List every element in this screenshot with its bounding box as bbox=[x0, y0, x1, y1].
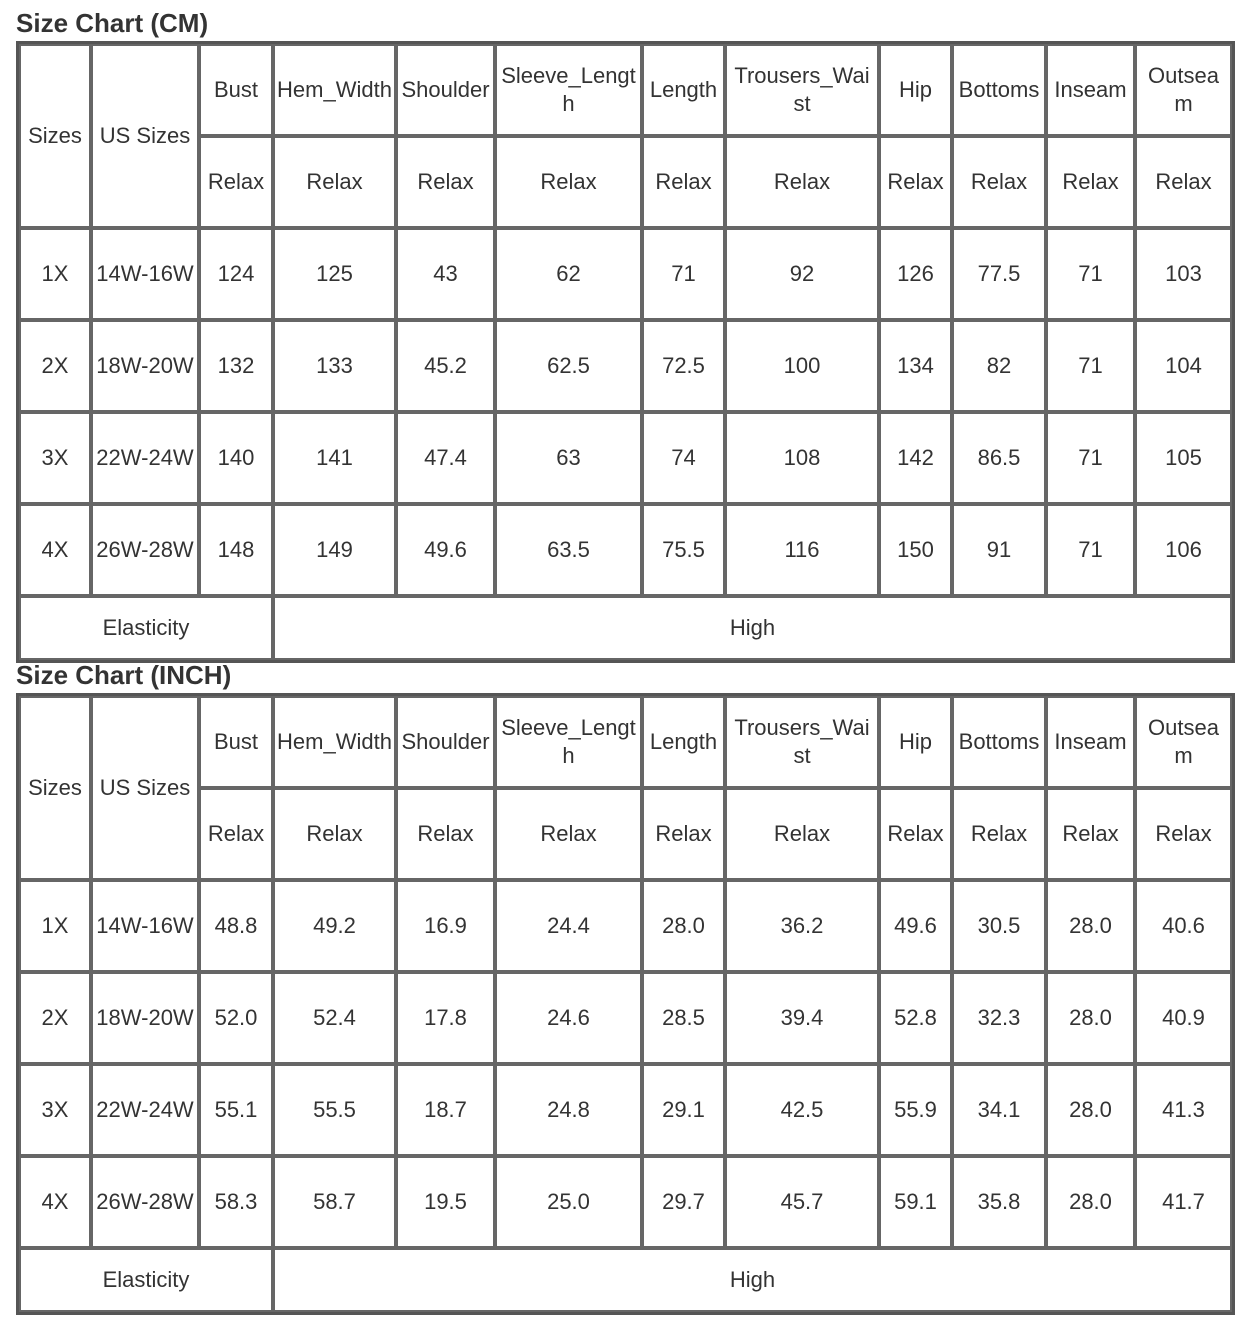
value-cell: 75.5 bbox=[642, 504, 725, 596]
inseam-header: Inseam bbox=[1046, 696, 1135, 788]
us-size-column-header: US Sizes bbox=[91, 44, 199, 228]
elasticity-value: High bbox=[273, 596, 1232, 660]
hem-width-header: Hem_Width bbox=[273, 696, 396, 788]
fit-cell: Relax bbox=[495, 136, 642, 228]
cm-size-table bbox=[16, 41, 1235, 663]
value-cell: 29.7 bbox=[642, 1156, 725, 1248]
value-cell: 18.7 bbox=[396, 1064, 495, 1156]
size-cell: 1X bbox=[19, 228, 91, 320]
value-cell: 106 bbox=[1135, 504, 1232, 596]
elasticity-label: Elasticity bbox=[19, 1248, 273, 1312]
fit-cell: Relax bbox=[642, 788, 725, 880]
table-row bbox=[19, 228, 1232, 320]
outseam-header: Outseam bbox=[1135, 44, 1232, 136]
table-row bbox=[19, 1156, 1232, 1248]
fit-cell: Relax bbox=[1135, 788, 1232, 880]
value-cell: 142 bbox=[879, 412, 952, 504]
fit-cell: Relax bbox=[879, 788, 952, 880]
fit-cell: Relax bbox=[879, 136, 952, 228]
value-cell: 47.4 bbox=[396, 412, 495, 504]
table-row bbox=[19, 972, 1232, 1064]
value-cell: 141 bbox=[273, 412, 396, 504]
hip-header: Hip bbox=[879, 696, 952, 788]
value-cell: 71 bbox=[642, 228, 725, 320]
us-size-cell: 26W-28W bbox=[91, 504, 199, 596]
trousers-waist-header: Trousers_Waist bbox=[725, 44, 879, 136]
value-cell: 55.1 bbox=[199, 1064, 273, 1156]
size-cell: 3X bbox=[19, 1064, 91, 1156]
table-row bbox=[19, 412, 1232, 504]
value-cell: 52.8 bbox=[879, 972, 952, 1064]
value-cell: 58.7 bbox=[273, 1156, 396, 1248]
value-cell: 91 bbox=[952, 504, 1046, 596]
inch-size-table bbox=[16, 693, 1235, 1315]
fit-cell: Relax bbox=[199, 136, 273, 228]
fit-cell: Relax bbox=[952, 136, 1046, 228]
value-cell: 71 bbox=[1046, 504, 1135, 596]
value-cell: 49.6 bbox=[879, 880, 952, 972]
fit-cell: Relax bbox=[273, 788, 396, 880]
value-cell: 133 bbox=[273, 320, 396, 412]
value-cell: 55.5 bbox=[273, 1064, 396, 1156]
value-cell: 45.7 bbox=[725, 1156, 879, 1248]
value-cell: 59.1 bbox=[879, 1156, 952, 1248]
value-cell: 72.5 bbox=[642, 320, 725, 412]
fit-cell: Relax bbox=[952, 788, 1046, 880]
value-cell: 17.8 bbox=[396, 972, 495, 1064]
value-cell: 28.0 bbox=[1046, 972, 1135, 1064]
value-cell: 40.9 bbox=[1135, 972, 1232, 1064]
bottoms-header: Bottoms bbox=[952, 696, 1046, 788]
fit-cell: Relax bbox=[495, 788, 642, 880]
value-cell: 43 bbox=[396, 228, 495, 320]
value-cell: 125 bbox=[273, 228, 396, 320]
value-cell: 55.9 bbox=[879, 1064, 952, 1156]
value-cell: 116 bbox=[725, 504, 879, 596]
inch-chart-title: Size Chart (INCH) bbox=[16, 660, 232, 690]
fit-cell: Relax bbox=[273, 136, 396, 228]
value-cell: 71 bbox=[1046, 320, 1135, 412]
us-size-cell: 18W-20W bbox=[91, 972, 199, 1064]
value-cell: 41.7 bbox=[1135, 1156, 1232, 1248]
table-row bbox=[19, 1064, 1232, 1156]
value-cell: 62 bbox=[495, 228, 642, 320]
value-cell: 63.5 bbox=[495, 504, 642, 596]
value-cell: 92 bbox=[725, 228, 879, 320]
size-cell: 2X bbox=[19, 320, 91, 412]
value-cell: 71 bbox=[1046, 412, 1135, 504]
shoulder-header: Shoulder bbox=[396, 44, 495, 136]
fit-cell: Relax bbox=[642, 136, 725, 228]
value-cell: 28.5 bbox=[642, 972, 725, 1064]
value-cell: 49.2 bbox=[273, 880, 396, 972]
table-row bbox=[19, 880, 1232, 972]
elasticity-label: Elasticity bbox=[19, 596, 273, 660]
fit-cell: Relax bbox=[1046, 788, 1135, 880]
value-cell: 86.5 bbox=[952, 412, 1046, 504]
shoulder-header: Shoulder bbox=[396, 696, 495, 788]
us-size-cell: 18W-20W bbox=[91, 320, 199, 412]
sleeve-length-header: Sleeve_Length bbox=[495, 696, 642, 788]
value-cell: 41.3 bbox=[1135, 1064, 1232, 1156]
value-cell: 19.5 bbox=[396, 1156, 495, 1248]
elasticity-value: High bbox=[273, 1248, 1232, 1312]
value-cell: 63 bbox=[495, 412, 642, 504]
value-cell: 48.8 bbox=[199, 880, 273, 972]
fit-cell: Relax bbox=[396, 136, 495, 228]
value-cell: 74 bbox=[642, 412, 725, 504]
value-cell: 28.0 bbox=[1046, 880, 1135, 972]
hip-header: Hip bbox=[879, 44, 952, 136]
fit-cell: Relax bbox=[1135, 136, 1232, 228]
size-column-header: Sizes bbox=[19, 44, 91, 228]
value-cell: 28.0 bbox=[642, 880, 725, 972]
us-size-cell: 14W-16W bbox=[91, 880, 199, 972]
us-size-cell: 22W-24W bbox=[91, 412, 199, 504]
value-cell: 71 bbox=[1046, 228, 1135, 320]
value-cell: 134 bbox=[879, 320, 952, 412]
value-cell: 39.4 bbox=[725, 972, 879, 1064]
value-cell: 29.1 bbox=[642, 1064, 725, 1156]
value-cell: 149 bbox=[273, 504, 396, 596]
value-cell: 25.0 bbox=[495, 1156, 642, 1248]
value-cell: 52.0 bbox=[199, 972, 273, 1064]
length-header: Length bbox=[642, 696, 725, 788]
trousers-waist-header: Trousers_Waist bbox=[725, 696, 879, 788]
fit-cell: Relax bbox=[1046, 136, 1135, 228]
table-row bbox=[19, 320, 1232, 412]
fit-cell: Relax bbox=[396, 788, 495, 880]
sleeve-length-header: Sleeve_Length bbox=[495, 44, 642, 136]
value-cell: 24.4 bbox=[495, 880, 642, 972]
value-cell: 104 bbox=[1135, 320, 1232, 412]
inseam-header: Inseam bbox=[1046, 44, 1135, 136]
bust-header: Bust bbox=[199, 44, 273, 136]
us-size-column-header: US Sizes bbox=[91, 696, 199, 880]
value-cell: 28.0 bbox=[1046, 1156, 1135, 1248]
fit-cell: Relax bbox=[725, 788, 879, 880]
value-cell: 34.1 bbox=[952, 1064, 1046, 1156]
value-cell: 150 bbox=[879, 504, 952, 596]
us-size-cell: 14W-16W bbox=[91, 228, 199, 320]
size-column-header: Sizes bbox=[19, 696, 91, 880]
value-cell: 40.6 bbox=[1135, 880, 1232, 972]
value-cell: 35.8 bbox=[952, 1156, 1046, 1248]
value-cell: 100 bbox=[725, 320, 879, 412]
us-size-cell: 22W-24W bbox=[91, 1064, 199, 1156]
value-cell: 108 bbox=[725, 412, 879, 504]
value-cell: 30.5 bbox=[952, 880, 1046, 972]
value-cell: 126 bbox=[879, 228, 952, 320]
size-cell: 1X bbox=[19, 880, 91, 972]
value-cell: 58.3 bbox=[199, 1156, 273, 1248]
size-cell: 3X bbox=[19, 412, 91, 504]
value-cell: 62.5 bbox=[495, 320, 642, 412]
size-cell: 4X bbox=[19, 504, 91, 596]
bottoms-header: Bottoms bbox=[952, 44, 1046, 136]
outseam-header: Outseam bbox=[1135, 696, 1232, 788]
fit-cell: Relax bbox=[199, 788, 273, 880]
value-cell: 148 bbox=[199, 504, 273, 596]
table-row bbox=[19, 504, 1232, 596]
value-cell: 132 bbox=[199, 320, 273, 412]
value-cell: 32.3 bbox=[952, 972, 1046, 1064]
us-size-cell: 26W-28W bbox=[91, 1156, 199, 1248]
value-cell: 24.6 bbox=[495, 972, 642, 1064]
length-header: Length bbox=[642, 44, 725, 136]
value-cell: 82 bbox=[952, 320, 1046, 412]
value-cell: 140 bbox=[199, 412, 273, 504]
value-cell: 52.4 bbox=[273, 972, 396, 1064]
value-cell: 105 bbox=[1135, 412, 1232, 504]
value-cell: 42.5 bbox=[725, 1064, 879, 1156]
value-cell: 49.6 bbox=[396, 504, 495, 596]
value-cell: 16.9 bbox=[396, 880, 495, 972]
size-cell: 2X bbox=[19, 972, 91, 1064]
value-cell: 77.5 bbox=[952, 228, 1046, 320]
cm-chart-title: Size Chart (CM) bbox=[16, 8, 209, 38]
value-cell: 28.0 bbox=[1046, 1064, 1135, 1156]
bust-header: Bust bbox=[199, 696, 273, 788]
hem-width-header: Hem_Width bbox=[273, 44, 396, 136]
value-cell: 103 bbox=[1135, 228, 1232, 320]
fit-cell: Relax bbox=[725, 136, 879, 228]
value-cell: 36.2 bbox=[725, 880, 879, 972]
value-cell: 45.2 bbox=[396, 320, 495, 412]
value-cell: 24.8 bbox=[495, 1064, 642, 1156]
size-cell: 4X bbox=[19, 1156, 91, 1248]
value-cell: 124 bbox=[199, 228, 273, 320]
